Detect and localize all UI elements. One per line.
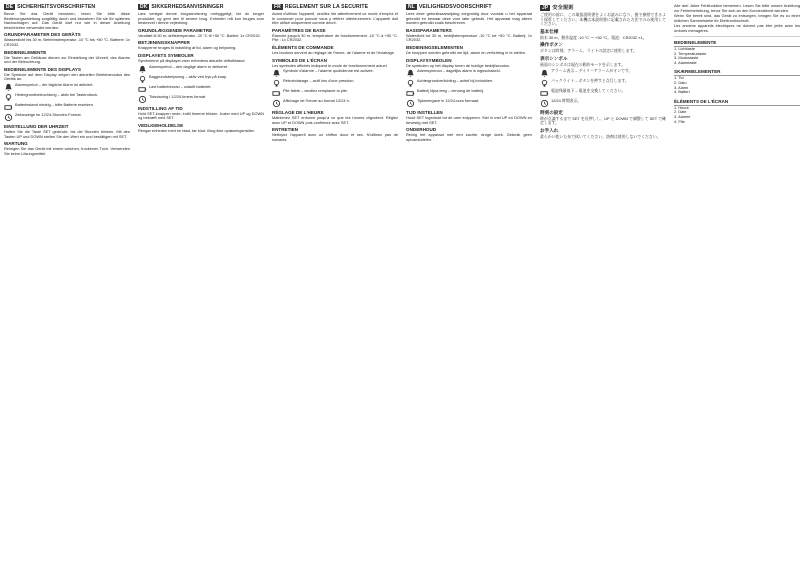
light-icon <box>406 79 415 88</box>
bell-icon <box>406 69 415 78</box>
column-jp <box>540 4 666 582</box>
clock-icon <box>406 99 415 108</box>
section-paragraph: Houd SET ingedrukt tot de uren knipperen. Stel in met UP en DOWN en bevestig met SET. <box>406 115 532 125</box>
language-tag: NL <box>408 4 415 10</box>
section-title: INDSTILLING AF TID <box>138 105 183 111</box>
section-paragraph: De symbolen op het display tonen de huidige bedrijfsmodus. <box>406 62 511 68</box>
light-icon <box>138 75 147 84</box>
section-title: BEDIENELEMENTE DES DISPLAYS <box>4 66 81 72</box>
icon-description: Lavt batteriniveau – udskift batteriet. <box>149 83 212 89</box>
light-icon <box>272 79 281 88</box>
list-item: 1. Lichttaste <box>674 46 695 52</box>
list-item: 2. Temperaturtaste <box>674 50 707 56</box>
column-title-text: SICHERHEITSVORSCHRIFTEN <box>17 4 96 10</box>
section-paragraph: Nettoyez l'appareil avec un chiffon doux et sec. N'utilisez pas de solvants. <box>272 132 398 142</box>
column-title-text: 安全規則 <box>552 5 574 11</box>
section-title: 時刻の設定 <box>540 109 563 115</box>
section-title: BEDIENINGSELEMENTEN <box>406 44 463 50</box>
icon-row <box>540 89 666 98</box>
section-paragraph: Rengør enheden med en blød, tør klud. Brug ikke opløsningsmidler. <box>138 127 255 133</box>
list-title: SKÆRMELEMENTER <box>674 69 800 76</box>
icon-row <box>4 93 130 102</box>
battery-icon <box>138 85 147 94</box>
icon-row <box>138 75 264 84</box>
icon-row <box>272 89 398 98</box>
icon-description: 電池残量低下 – 電池を交換してください。 <box>551 87 626 93</box>
icon-description: Zeitanzeige im 12/24-Stunden-Format. <box>15 111 82 117</box>
section-title: PARAMÈTRES DE BASE <box>272 27 326 33</box>
icon-row <box>138 85 264 94</box>
section-title: WARTUNG <box>4 141 28 147</box>
section-paragraph: Les boutons servent au réglage de l'heure, de l'alarme et de l'éclairage. <box>272 49 395 55</box>
column-title-text: SIKKERHEDSANVISNINGER <box>151 4 224 10</box>
list-item: 4. Batteri <box>674 89 690 95</box>
section-paragraph: Symbolerne på displayet viser enhedens aktuelle driftstilstand. <box>138 57 246 63</box>
section-paragraph: Maintenez SET enfoncé jusqu'à ce que les heures clignotent. Réglez avec UP et DOWN puis confirmez avec SET. <box>272 115 398 125</box>
section-paragraph: Halten Sie die Taste SET gedrückt, bis die Stunden blinken. Mit den Tasten UP und DOWN stellen Sie den Wert ein und bestätigen mit SET. <box>4 128 130 139</box>
list-item: 3. Alarme <box>674 114 691 119</box>
section-title: BETJENINGSKNAPPER <box>138 40 190 46</box>
section-title: RÉGLAGE DE L'HEURE <box>272 110 324 116</box>
icon-description: バックライト – ボタンを押すと点灯します。 <box>551 77 629 83</box>
icon-row <box>272 79 398 88</box>
section-title: 基本仕様 <box>540 28 559 34</box>
bell-icon <box>272 69 281 78</box>
section-paragraph: Les anciens appareils électriques ne doivent pas être jetés avec les ordures ménagères. <box>674 23 800 33</box>
section-paragraph: Die Symbole auf dem Display zeigen den aktuellen Betriebsmodus des Geräts an. <box>4 71 130 82</box>
list-title: ÉLÉMENTS DE L'ÉCRAN <box>674 99 800 106</box>
battery-icon <box>4 103 13 112</box>
icon-row <box>406 89 532 98</box>
clock-icon <box>4 113 13 122</box>
language-tag: JP <box>542 5 549 11</box>
icon-description: Pile faible – veuillez remplacer la pile. <box>283 88 348 94</box>
section-paragraph: 時が点滅するまで SET を長押しし、UP と DOWN で調整して SET で確定します。 <box>540 115 666 126</box>
battery-icon <box>540 89 549 98</box>
intro-paragraph: ご使用の前に、この取扱説明書をよくお読みになり、後で参照できるよう保管してください。本機は本説明書に記載された方法でのみ使用してください。 <box>540 12 666 27</box>
list-item: 4. Alarmtaste <box>674 59 697 65</box>
icon-description: Batterij bijna leeg – vervang de batterij. <box>417 88 485 94</box>
icon-row <box>4 83 130 92</box>
list-item: 1. Heure <box>674 104 689 110</box>
light-icon <box>540 79 549 88</box>
section-title: VEDLIGEHOLDELSE <box>138 122 184 128</box>
icon-description: Symbole d'alarme – l'alarme quotidienne est activée. <box>283 68 374 74</box>
list-item: 3. Modustaste <box>674 55 699 61</box>
section-paragraph: De knoppen worden gebruikt om tijd, alarm en verlichting in te stellen. <box>406 49 527 55</box>
icon-row <box>138 95 264 104</box>
column-notes <box>674 4 800 582</box>
section-title: お手入れ <box>540 127 559 133</box>
column-title <box>4 4 130 10</box>
icon-row <box>138 65 264 74</box>
icon-row <box>406 99 532 108</box>
list-item: 1. Tid <box>674 75 684 81</box>
icon-row <box>272 69 398 78</box>
section-paragraph: Hold SET-knappen nede, indtil timerne blinker. Juster med UP og DOWN og bekræft med SET. <box>138 110 264 121</box>
intro-paragraph: Læs venligst denne brugsanvisning omhyggeligt, før du bruger produktet, og gem den til senere brug. Enheden må kun bruges som beskrevet i denne vejledning. <box>138 11 264 26</box>
icon-row <box>406 69 532 78</box>
icon-description: Alarmsymbool – dagelijks alarm is ingeschakeld. <box>417 68 501 74</box>
light-icon <box>4 93 13 102</box>
section-paragraph: Reinig het apparaat met een zachte, droge doek. Gebruik geen oplosmiddelen. <box>406 132 532 142</box>
section-title: EINSTELLUNG DER UHRZEIT <box>4 123 69 129</box>
section-paragraph: Wasserdicht bis 30 m, Betriebstemperatur -10 °C bis +50 °C. Batterie: 1x CR2032. <box>4 37 130 47</box>
icon-row <box>4 113 130 122</box>
language-tag: DK <box>140 4 148 10</box>
column-title <box>540 4 666 11</box>
section-title: ONDERHOUD <box>406 127 437 133</box>
icon-row <box>540 99 666 108</box>
icon-description: Tijdweergave in 12/24-uurs formaat. <box>417 98 480 104</box>
column-title-text: VEILIGHEIDSVOORSCHRIFT <box>418 4 492 10</box>
divider <box>674 36 800 37</box>
section-title: BASISPARAMETERS <box>406 27 452 33</box>
section-paragraph: ボタンは時刻、アラーム、ライトの設定に使用します。 <box>540 48 637 54</box>
column-dk <box>138 4 264 582</box>
intro-paragraph: Avant d'utiliser l'appareil, veuillez lire attentivement ce mode d'emploi et le conserver pour pouvoir vous y référer ultérieurement. L'appareil doit être utilisé uniquement comme décrit. <box>272 11 398 26</box>
language-tag: FR <box>274 4 281 10</box>
battery-icon <box>272 89 281 98</box>
section-paragraph: Vandtæt til 30 m, driftstemperatur -10 °C til +50 °C. Batteri: 1x CR2032. <box>138 32 261 38</box>
section-paragraph: Les symboles affichés indiquent le mode de fonctionnement actuel. <box>272 62 388 68</box>
section-paragraph: Wenn Sie bereit sind, das Gerät zu entsorgen, bringen Sie es zu einer örtlichen Sammelstelle für Elektronikschrott. <box>674 13 800 23</box>
section-title: TIJD INSTELLEN <box>406 110 443 116</box>
column-nl <box>406 4 532 582</box>
clock-icon <box>272 99 281 108</box>
icon-description: 12/24 時間表示。 <box>551 97 582 103</box>
section-paragraph: 画面のシンボルは現在の動作モードを示します。 <box>540 61 626 67</box>
section-title: 表示シンボル <box>540 55 568 61</box>
clock-icon <box>138 95 147 104</box>
section-paragraph: Knapperne bruges til indstilling af tid, alarm og belysning. <box>138 45 237 51</box>
section-title: GRUNDLÆGGENDE PARAMETRE <box>138 27 213 33</box>
intro-paragraph: Bevor Sie das Gerät benutzen, lesen Sie bitte diese Bedienungsanleitung sorgfältig durch und bewahren Sie sie für späteres Nachschlagen auf. Das Gerät darf nur wie in dieser Anleitung beschrieben verwendet werden. <box>4 11 130 30</box>
icon-description: Tidsvisning i 12/24-timers format. <box>149 93 207 99</box>
section-paragraph: 柔らかい乾いた布で拭いてください。溶剤は使用しないでください。 <box>540 133 661 139</box>
icon-row <box>540 69 666 78</box>
bell-icon <box>138 65 147 74</box>
column-title-text: RÈGLEMENT SUR LA SÉCURITÉ <box>284 4 369 10</box>
icon-description: Baggrundsbelysning – aktiv ved tryk på knap. <box>149 73 228 79</box>
icon-description: Batteriestand niedrig – bitte Batterie ersetzen. <box>15 101 94 107</box>
intro-paragraph: Lees deze gebruiksaanwijzing zorgvuldig door voordat u het apparaat gebruikt en bewaar deze voor later gebruik. Het apparaat mag alleen worden gebruikt zoals beschreven. <box>406 11 532 26</box>
bell-icon <box>540 69 549 78</box>
list-item: 4. Pile <box>674 118 685 124</box>
icon-description: Achtergrondverlichting – actief bij indrukken. <box>417 78 494 84</box>
list-item: 2. Date <box>674 109 687 115</box>
section-title: DISPLAYSYMBOLEN <box>406 57 452 63</box>
language-tag: DE <box>6 4 14 10</box>
icon-row <box>272 99 398 108</box>
icon-row <box>540 79 666 88</box>
list-item: 3. Alarm <box>674 84 689 90</box>
icon-description: Alarmsymbol – den daglige alarm er aktiveret. <box>149 63 229 69</box>
section-title: DISPLAYETS SYMBOLER <box>138 52 194 58</box>
column-title <box>138 4 264 10</box>
section-paragraph: Étanche jusqu'à 30 m, température de fonctionnement -10 °C à +50 °C. Pile : 1x CR2032. <box>272 32 398 43</box>
section-paragraph: Reinigen Sie das Gerät mit einem weichen, trockenen Tuch. Verwenden Sie keine Lösungsmittel. <box>4 146 130 156</box>
list-item: 2. Dato <box>674 80 687 86</box>
section-paragraph: Die Tasten am Gehäuse dienen zur Einstellung der Uhrzeit, des Alarms und der Beleuchtung. <box>4 54 130 65</box>
column-title <box>272 4 398 10</box>
icon-description: Rétroéclairage – actif lors d'une pression. <box>283 78 355 84</box>
section-title: 操作ボタン <box>540 42 563 48</box>
icon-description: アラーム表示 – デイリーアラームがオンです。 <box>551 67 633 73</box>
battery-icon <box>406 89 415 98</box>
section-paragraph: Waterdicht tot 30 m, bedrijfstemperatuur -10 °C tot +50 °C. Batterij: 1x CR2032. <box>406 32 532 43</box>
icon-description: Hintergrundbeleuchtung – aktiv bei Tastendruck. <box>15 91 99 97</box>
column-fr <box>272 4 398 582</box>
column-title <box>406 4 532 10</box>
section-title: ÉLÉMENTS DE COMMANDE <box>272 44 334 50</box>
section-title: SYMBOLES DE L'ÉCRAN <box>272 57 327 63</box>
section-title: ENTRETIEN <box>272 127 299 133</box>
icon-row <box>406 79 532 88</box>
list-title: BEDIENELEMENTE <box>674 40 800 47</box>
icon-description: Affichage de l'heure au format 12/24 h. <box>283 98 350 104</box>
intro-paragraph: Alle drei Jahre Fehlfunktion bemerken. Lesen Sie bitte unsere Anleitung zur Fehlerbehebung, bevor Sie sich an den Kundendienst wenden. <box>674 4 800 13</box>
icon-description: Alarmsymbol – der tägliche Alarm ist aktiviert. <box>15 81 94 87</box>
column-de <box>4 4 130 582</box>
section-paragraph: 防水 30 m、動作温度 -10 °C ～ +50 °C。電池：CR2032 ×1。 <box>540 34 647 40</box>
section-title: GRUNDPARAMETER DES GERÄTS <box>4 32 81 38</box>
clock-icon <box>540 99 549 108</box>
section-title: BEDIENELEMENTE <box>4 49 47 55</box>
icon-row <box>4 103 130 112</box>
bell-icon <box>4 83 13 92</box>
